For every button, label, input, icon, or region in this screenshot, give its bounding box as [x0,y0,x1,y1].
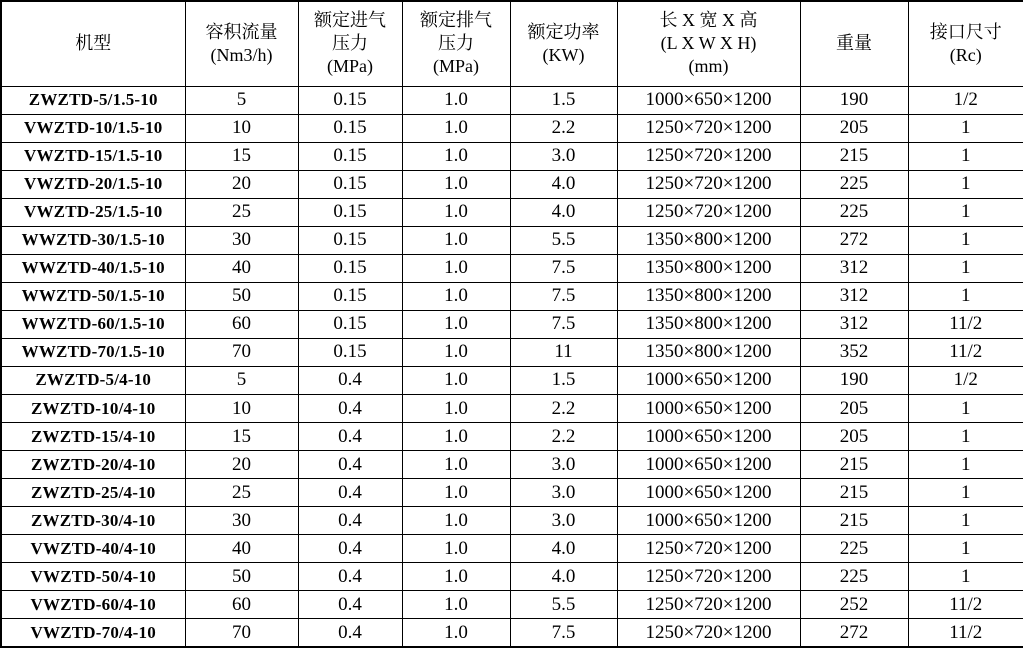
header-label-line: (L X W X H) [660,33,757,54]
header-label-line: 容积流量 [205,21,278,42]
header-cell-inlet_pressure [298,1,402,86]
cell-inlet_pressure: 0.15 [298,114,402,142]
header-cell-port_size [908,1,1023,86]
header-cell-outlet_pressure [402,1,510,86]
cell-outlet_pressure: 1.0 [402,310,510,338]
header-label-line: 压力 [438,33,474,54]
cell-port_size: 1 [908,507,1023,535]
cell-dimensions: 1350×800×1200 [617,338,800,366]
cell-inlet_pressure: 0.15 [298,142,402,170]
cell-model: WWZTD-30/1.5-10 [1,226,185,254]
cell-dimensions: 1250×720×1200 [617,619,800,647]
header-label-line: 额定功率 [527,21,600,42]
cell-inlet_pressure: 0.4 [298,366,402,394]
cell-outlet_pressure: 1.0 [402,563,510,591]
cell-dimensions: 1000×650×1200 [617,86,800,114]
header-cell-flow [185,1,298,86]
cell-power: 5.5 [510,591,617,619]
cell-flow: 30 [185,226,298,254]
cell-power: 1.5 [510,366,617,394]
cell-weight: 215 [800,142,908,170]
header-label-line: 长 X 宽 X 高 [659,10,758,31]
header-label-line: (Rc) [949,44,982,65]
header-label-line: 压力 [332,33,368,54]
cell-port_size: 1 [908,170,1023,198]
table-row [1,619,1023,647]
cell-port_size: 11/2 [908,619,1023,647]
cell-model: VWZTD-70/4-10 [1,619,185,647]
cell-flow: 25 [185,479,298,507]
cell-outlet_pressure: 1.0 [402,366,510,394]
cell-flow: 5 [185,86,298,114]
cell-model: WWZTD-60/1.5-10 [1,310,185,338]
cell-weight: 225 [800,170,908,198]
cell-flow: 25 [185,198,298,226]
cell-power: 2.2 [510,114,617,142]
cell-model: VWZTD-15/1.5-10 [1,142,185,170]
header-label-line: (MPa) [327,56,373,77]
cell-outlet_pressure: 1.0 [402,619,510,647]
table-row [1,591,1023,619]
cell-port_size: 1 [908,226,1023,254]
cell-dimensions: 1350×800×1200 [617,282,800,310]
cell-inlet_pressure: 0.15 [298,338,402,366]
cell-weight: 225 [800,535,908,563]
cell-port_size: 11/2 [908,591,1023,619]
cell-power: 7.5 [510,254,617,282]
cell-flow: 10 [185,114,298,142]
table-row [1,535,1023,563]
cell-power: 7.5 [510,619,617,647]
cell-dimensions: 1250×720×1200 [617,114,800,142]
cell-dimensions: 1000×650×1200 [617,423,800,451]
cell-model: WWZTD-40/1.5-10 [1,254,185,282]
cell-dimensions: 1250×720×1200 [617,591,800,619]
cell-power: 3.0 [510,507,617,535]
cell-inlet_pressure: 0.15 [298,254,402,282]
cell-dimensions: 1350×800×1200 [617,254,800,282]
table-row [1,282,1023,310]
table-row [1,254,1023,282]
cell-flow: 70 [185,338,298,366]
cell-model: VWZTD-25/1.5-10 [1,198,185,226]
cell-flow: 50 [185,282,298,310]
table-row [1,479,1023,507]
cell-power: 1.5 [510,86,617,114]
cell-inlet_pressure: 0.4 [298,591,402,619]
cell-flow: 40 [185,254,298,282]
cell-outlet_pressure: 1.0 [402,451,510,479]
cell-power: 7.5 [510,310,617,338]
cell-port_size: 1 [908,563,1023,591]
cell-power: 2.2 [510,423,617,451]
table-body [1,86,1023,647]
cell-weight: 215 [800,451,908,479]
cell-outlet_pressure: 1.0 [402,423,510,451]
cell-weight: 312 [800,254,908,282]
cell-inlet_pressure: 0.4 [298,507,402,535]
cell-inlet_pressure: 0.4 [298,479,402,507]
header-label-line: (KW) [542,44,585,65]
cell-port_size: 1 [908,535,1023,563]
cell-outlet_pressure: 1.0 [402,282,510,310]
cell-model: VWZTD-10/1.5-10 [1,114,185,142]
cell-flow: 50 [185,563,298,591]
cell-inlet_pressure: 0.4 [298,563,402,591]
cell-outlet_pressure: 1.0 [402,507,510,535]
cell-outlet_pressure: 1.0 [402,86,510,114]
cell-port_size: 1 [908,142,1023,170]
cell-port_size: 1/2 [908,366,1023,394]
cell-power: 11 [510,338,617,366]
cell-port_size: 1 [908,254,1023,282]
cell-power: 3.0 [510,479,617,507]
header-label-line: 额定进气 [314,10,386,31]
table-row [1,198,1023,226]
cell-dimensions: 1350×800×1200 [617,226,800,254]
cell-power: 4.0 [510,198,617,226]
cell-inlet_pressure: 0.15 [298,310,402,338]
cell-inlet_pressure: 0.15 [298,282,402,310]
cell-dimensions: 1000×650×1200 [617,507,800,535]
cell-port_size: 1 [908,282,1023,310]
cell-model: ZWZTD-5/1.5-10 [1,86,185,114]
cell-model: WWZTD-50/1.5-10 [1,282,185,310]
header-row [1,1,1023,86]
cell-outlet_pressure: 1.0 [402,226,510,254]
cell-outlet_pressure: 1.0 [402,170,510,198]
cell-weight: 190 [800,86,908,114]
cell-dimensions: 1000×650×1200 [617,395,800,423]
table-row [1,507,1023,535]
header-label-line: 重量 [836,33,872,54]
cell-model: ZWZTD-20/4-10 [1,451,185,479]
cell-flow: 15 [185,142,298,170]
cell-model: ZWZTD-30/4-10 [1,507,185,535]
header-label-line: 机型 [75,33,112,54]
header-label-line: 额定排气 [420,10,492,31]
cell-port_size: 11/2 [908,338,1023,366]
cell-power: 3.0 [510,142,617,170]
cell-inlet_pressure: 0.15 [298,170,402,198]
cell-outlet_pressure: 1.0 [402,535,510,563]
cell-power: 2.2 [510,395,617,423]
cell-outlet_pressure: 1.0 [402,142,510,170]
cell-flow: 40 [185,535,298,563]
cell-dimensions: 1000×650×1200 [617,366,800,394]
cell-inlet_pressure: 0.15 [298,86,402,114]
cell-dimensions: 1250×720×1200 [617,198,800,226]
cell-model: VWZTD-50/4-10 [1,563,185,591]
cell-port_size: 1 [908,479,1023,507]
cell-outlet_pressure: 1.0 [402,254,510,282]
cell-weight: 312 [800,310,908,338]
cell-outlet_pressure: 1.0 [402,395,510,423]
cell-flow: 60 [185,591,298,619]
cell-flow: 20 [185,170,298,198]
header-cell-weight [800,1,908,86]
cell-weight: 205 [800,395,908,423]
cell-flow: 15 [185,423,298,451]
cell-outlet_pressure: 1.0 [402,198,510,226]
cell-weight: 225 [800,198,908,226]
cell-weight: 252 [800,591,908,619]
cell-inlet_pressure: 0.15 [298,226,402,254]
cell-weight: 272 [800,226,908,254]
cell-weight: 312 [800,282,908,310]
cell-port_size: 1 [908,423,1023,451]
header-label-line: (MPa) [433,56,479,77]
cell-outlet_pressure: 1.0 [402,591,510,619]
cell-model: VWZTD-60/4-10 [1,591,185,619]
cell-flow: 5 [185,366,298,394]
cell-weight: 205 [800,423,908,451]
cell-inlet_pressure: 0.4 [298,619,402,647]
cell-flow: 60 [185,310,298,338]
cell-weight: 225 [800,563,908,591]
cell-model: ZWZTD-25/4-10 [1,479,185,507]
cell-power: 3.0 [510,451,617,479]
cell-dimensions: 1000×650×1200 [617,451,800,479]
cell-power: 5.5 [510,226,617,254]
header-label-line: (Nm3/h) [210,44,273,65]
cell-dimensions: 1250×720×1200 [617,535,800,563]
cell-flow: 30 [185,507,298,535]
cell-weight: 215 [800,507,908,535]
cell-model: ZWZTD-10/4-10 [1,395,185,423]
cell-weight: 205 [800,114,908,142]
table-row [1,366,1023,394]
cell-inlet_pressure: 0.4 [298,535,402,563]
header-cell-model [1,1,185,86]
cell-power: 7.5 [510,282,617,310]
cell-power: 4.0 [510,170,617,198]
header-cell-power [510,1,617,86]
cell-port_size: 1 [908,395,1023,423]
table-row [1,395,1023,423]
cell-port_size: 1 [908,198,1023,226]
cell-dimensions: 1000×650×1200 [617,479,800,507]
cell-power: 4.0 [510,535,617,563]
cell-outlet_pressure: 1.0 [402,114,510,142]
cell-port_size: 1 [908,451,1023,479]
cell-inlet_pressure: 0.15 [298,198,402,226]
cell-inlet_pressure: 0.4 [298,451,402,479]
cell-weight: 215 [800,479,908,507]
cell-port_size: 1 [908,114,1023,142]
table-row [1,142,1023,170]
table-row [1,114,1023,142]
cell-dimensions: 1250×720×1200 [617,563,800,591]
cell-flow: 70 [185,619,298,647]
cell-dimensions: 1350×800×1200 [617,310,800,338]
cell-flow: 20 [185,451,298,479]
header-label-line: 接口尺寸 [929,21,1002,42]
cell-model: VWZTD-40/4-10 [1,535,185,563]
cell-dimensions: 1250×720×1200 [617,170,800,198]
header-label-line: (mm) [688,56,729,77]
table-header [1,1,1023,86]
table-row [1,563,1023,591]
table-row [1,310,1023,338]
table-row [1,226,1023,254]
table-row [1,423,1023,451]
cell-power: 4.0 [510,563,617,591]
cell-dimensions: 1250×720×1200 [617,142,800,170]
table-row [1,86,1023,114]
cell-model: ZWZTD-5/4-10 [1,366,185,394]
cell-weight: 190 [800,366,908,394]
cell-flow: 10 [185,395,298,423]
cell-inlet_pressure: 0.4 [298,395,402,423]
cell-model: VWZTD-20/1.5-10 [1,170,185,198]
table-row [1,170,1023,198]
cell-weight: 272 [800,619,908,647]
table-row [1,451,1023,479]
cell-model: ZWZTD-15/4-10 [1,423,185,451]
cell-port_size: 11/2 [908,310,1023,338]
cell-outlet_pressure: 1.0 [402,479,510,507]
cell-outlet_pressure: 1.0 [402,338,510,366]
cell-port_size: 1/2 [908,86,1023,114]
header-cell-dimensions [617,1,800,86]
cell-inlet_pressure: 0.4 [298,423,402,451]
cell-weight: 352 [800,338,908,366]
table-row [1,338,1023,366]
cell-model: WWZTD-70/1.5-10 [1,338,185,366]
